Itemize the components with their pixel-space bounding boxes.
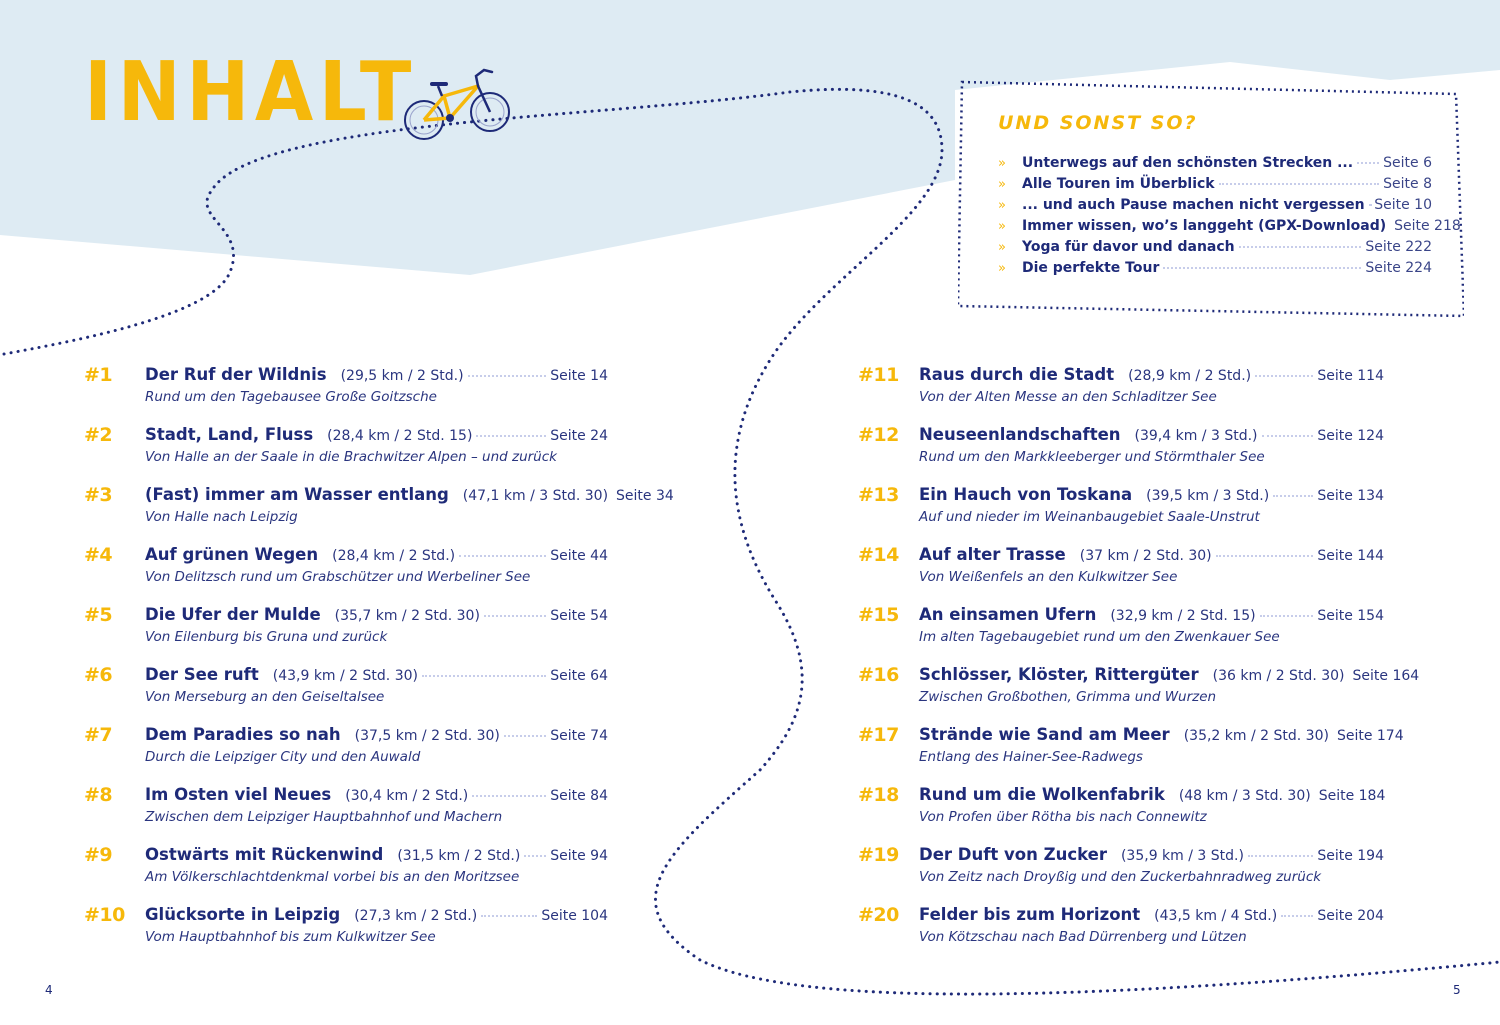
tour-subtitle: Zwischen Großbothen, Grimma und Wurzen: [919, 689, 1217, 705]
tour-subtitle: Von Weißenfels an den Kulkwitzer See: [919, 569, 1178, 585]
dot-leader: [476, 434, 546, 437]
tour-number: #3: [84, 484, 113, 506]
extras-item-label: ... und auch Pause machen nicht vergessen: [1022, 197, 1365, 213]
tour-name: Im Osten viel Neues: [145, 785, 332, 804]
tour-name: Strände wie Sand am Meer: [919, 725, 1170, 744]
tour-entry[interactable]: [84, 544, 608, 604]
dot-leader: [1255, 374, 1313, 377]
tour-number: #18: [858, 784, 899, 806]
tour-page: Seite 94: [550, 848, 608, 864]
bicycle-icon: [402, 66, 514, 146]
tour-number: #8: [84, 784, 113, 806]
tour-subtitle: Rund um den Markkleeberger und Störmthaler See: [919, 449, 1265, 465]
tour-number: #14: [858, 544, 899, 566]
page-number-left: 4: [45, 983, 53, 997]
tour-list-right: [858, 364, 1420, 964]
tour-page: Seite 84: [550, 788, 608, 804]
dot-leader: [1273, 494, 1313, 497]
double-chevron-icon: »: [998, 198, 1004, 213]
extras-item-label: Alle Touren im Überblick: [1022, 176, 1215, 192]
dot-leader: [422, 674, 546, 677]
tour-page: Seite 34: [616, 488, 674, 504]
dot-leader: [504, 734, 546, 737]
tour-number: #12: [858, 424, 899, 446]
tour-distance-duration: (47,1 km / 3 Std. 30): [462, 488, 609, 504]
double-chevron-icon: »: [998, 261, 1004, 276]
tour-page: Seite 74: [550, 728, 608, 744]
tour-line: [919, 485, 1384, 504]
extras-item-label: Unterwegs auf den schönsten Strecken ...: [1022, 155, 1354, 171]
tour-line: [919, 725, 1404, 744]
tour-distance-duration: (28,9 km / 2 Std.): [1128, 368, 1252, 384]
tour-subtitle: Von Halle nach Leipzig: [145, 509, 298, 525]
tour-page: Seite 64: [550, 668, 608, 684]
dot-leader: [1239, 245, 1362, 248]
tour-page: Seite 54: [550, 608, 608, 624]
tour-line: [919, 425, 1384, 444]
tour-line: [145, 905, 608, 924]
tour-name: Glücksorte in Leipzig: [145, 905, 341, 924]
dot-leader: [524, 854, 546, 857]
tour-name: Der Duft von Zucker: [919, 845, 1107, 864]
tour-distance-duration: (35,7 km / 2 Std. 30): [334, 608, 480, 624]
tour-number: #19: [858, 844, 899, 866]
dot-leader: [468, 374, 547, 377]
tour-page: Seite 134: [1317, 488, 1384, 504]
tour-page: Seite 104: [541, 908, 608, 924]
tour-distance-duration: (43,5 km / 4 Std.): [1154, 908, 1278, 924]
tour-page: Seite 44: [550, 548, 608, 564]
extras-item-page: Seite 6: [1383, 155, 1432, 171]
extras-item-label: Yoga für davor und danach: [1022, 239, 1235, 255]
tour-number: #17: [858, 724, 899, 746]
tour-name: (Fast) immer am Wasser entlang: [145, 485, 449, 504]
tour-line: [919, 665, 1420, 684]
tour-entry[interactable]: [84, 844, 608, 904]
tour-name: Schlösser, Klöster, Rittergüter: [919, 665, 1199, 684]
extras-item[interactable]: [998, 239, 1432, 260]
tour-distance-duration: (43,9 km / 2 Std. 30): [272, 668, 418, 684]
tour-distance-duration: (28,4 km / 2 Std. 15): [327, 428, 473, 444]
extras-heading: UND SONST SO?: [998, 112, 1198, 134]
extras-box: [958, 80, 1464, 316]
page-number-right: 5: [1453, 983, 1461, 997]
double-chevron-icon: »: [998, 240, 1004, 255]
tour-entry[interactable]: [84, 364, 608, 424]
tour-distance-duration: (37 km / 2 Std. 30): [1079, 548, 1212, 564]
tour-name: Stadt, Land, Fluss: [145, 425, 314, 444]
tour-name: Auf alter Trasse: [919, 545, 1066, 564]
tour-subtitle: Zwischen dem Leipziger Hauptbahnhof und Machern: [145, 809, 503, 825]
tour-name: Felder bis zum Horizont: [919, 905, 1141, 924]
tour-line: [145, 725, 608, 744]
tour-entry[interactable]: [84, 784, 608, 844]
tour-line: [919, 845, 1384, 864]
tour-number: #9: [84, 844, 113, 866]
tour-page: Seite 114: [1317, 368, 1384, 384]
tour-entry[interactable]: [858, 604, 1384, 664]
tour-subtitle: Von der Alten Messe an den Schladitzer See: [919, 389, 1217, 405]
extras-item-page: Seite 222: [1365, 239, 1432, 255]
dot-leader: [472, 794, 546, 797]
tour-number: #15: [858, 604, 899, 626]
dot-leader: [1281, 914, 1313, 917]
tour-entry[interactable]: [84, 664, 608, 724]
tour-page: Seite 154: [1317, 608, 1384, 624]
extras-list: [998, 155, 1461, 281]
tour-page: Seite 164: [1352, 668, 1420, 684]
tour-entry[interactable]: [84, 724, 608, 784]
dot-leader: [459, 554, 546, 557]
tour-page: Seite 24: [550, 428, 608, 444]
extras-item-page: Seite 224: [1365, 260, 1432, 276]
tour-subtitle: Rund um den Tagebausee Große Goitzsche: [145, 389, 437, 405]
page-title: INHALT: [84, 45, 417, 140]
tour-entry[interactable]: [858, 784, 1384, 844]
tour-entry[interactable]: [858, 724, 1404, 784]
extras-item[interactable]: [998, 176, 1432, 197]
tour-line: [145, 425, 608, 444]
double-chevron-icon: »: [998, 219, 1004, 234]
tour-subtitle: Von Delitzsch rund um Grabschützer und Werbeliner See: [145, 569, 531, 585]
extras-item[interactable]: [998, 155, 1432, 176]
tour-entry[interactable]: [84, 484, 674, 544]
tour-distance-duration: (30,4 km / 2 Std.): [345, 788, 469, 804]
tour-number: #16: [858, 664, 899, 686]
tour-distance-duration: (39,4 km / 3 Std.): [1134, 428, 1258, 444]
tour-line: [919, 365, 1384, 384]
tour-line: [919, 545, 1384, 564]
tour-line: [145, 845, 608, 864]
tour-number: #1: [84, 364, 113, 386]
tour-number: #7: [84, 724, 113, 746]
tour-subtitle: Von Halle an der Saale in die Brachwitzer Alpen – und zurück: [145, 449, 557, 465]
dot-leader: [1260, 614, 1314, 617]
tour-number: #13: [858, 484, 899, 506]
tour-subtitle: Von Zeitz nach Droyßig und den Zuckerbahnradweg zurück: [919, 869, 1322, 885]
dot-leader: [1369, 203, 1371, 206]
tour-subtitle: Von Eilenburg bis Gruna und zurück: [145, 629, 388, 645]
tour-distance-duration: (27,3 km / 2 Std.): [354, 908, 478, 924]
tour-name: Ein Hauch von Toskana: [919, 485, 1133, 504]
extras-item-label: Immer wissen, wo’s langgeht (GPX-Download): [1022, 218, 1387, 234]
tour-name: Dem Paradies so nah: [145, 725, 341, 744]
tour-page: Seite 174: [1336, 728, 1404, 744]
tour-subtitle: Am Völkerschlachtdenkmal vorbei bis an den Moritzsee: [145, 869, 520, 885]
tour-entry[interactable]: [858, 844, 1384, 904]
tour-entry[interactable]: [858, 484, 1384, 544]
tour-number: #11: [858, 364, 899, 386]
tour-line: [919, 605, 1384, 624]
dot-leader: [1216, 554, 1314, 557]
extras-item-page: Seite 10: [1374, 197, 1432, 213]
tour-name: Die Ufer der Mulde: [145, 605, 321, 624]
tour-distance-duration: (35,2 km / 2 Std. 30): [1183, 728, 1329, 744]
tour-name: Der Ruf der Wildnis: [145, 365, 327, 384]
tour-subtitle: Entlang des Hainer-See-Radwegs: [919, 749, 1143, 765]
dot-leader: [481, 914, 537, 917]
tour-distance-duration: (29,5 km / 2 Std.): [340, 368, 464, 384]
tour-list-left: [84, 364, 674, 964]
dot-leader: [484, 614, 546, 617]
tour-entry[interactable]: [84, 424, 608, 484]
tour-line: [145, 665, 608, 684]
tour-subtitle: Im alten Tagebaugebiet rund um den Zwenkauer See: [919, 629, 1280, 645]
tour-distance-duration: (31,5 km / 2 Std.): [397, 848, 521, 864]
tour-distance-duration: (32,9 km / 2 Std. 15): [1110, 608, 1256, 624]
tour-name: Auf grünen Wegen: [145, 545, 319, 564]
dot-leader: [1219, 182, 1380, 185]
tour-line: [145, 605, 608, 624]
tour-subtitle: Von Kötzschau nach Bad Dürrenberg und Lützen: [919, 929, 1247, 945]
tour-page: Seite 184: [1318, 788, 1386, 804]
tour-page: Seite 204: [1317, 908, 1384, 924]
tour-distance-duration: (48 km / 3 Std. 30): [1178, 788, 1311, 804]
tour-distance-duration: (37,5 km / 2 Std. 30): [354, 728, 500, 744]
tour-entry[interactable]: [84, 604, 608, 664]
tour-line: [145, 365, 608, 384]
dot-leader: [1163, 266, 1361, 269]
tour-entry[interactable]: [84, 904, 608, 964]
double-chevron-icon: »: [998, 156, 1004, 171]
tour-subtitle: Auf und nieder im Weinanbaugebiet Saale-Unstrut: [919, 509, 1260, 525]
dot-leader: [1357, 161, 1379, 164]
tour-page: Seite 194: [1317, 848, 1384, 864]
tour-line: [919, 905, 1384, 924]
tour-entry[interactable]: [858, 364, 1384, 424]
tour-entry[interactable]: [858, 424, 1384, 484]
tour-name: Neuseenlandschaften: [919, 425, 1121, 444]
tour-subtitle: Von Profen über Rötha bis nach Connewitz: [919, 809, 1207, 825]
tour-line: [145, 785, 608, 804]
tour-page: Seite 14: [550, 368, 608, 384]
tour-subtitle: Durch die Leipziger City und den Auwald: [145, 749, 421, 765]
dot-leader: [1262, 434, 1314, 437]
tour-name: Rund um die Wolkenfabrik: [919, 785, 1165, 804]
tour-distance-duration: (35,9 km / 3 Std.): [1120, 848, 1244, 864]
tour-line: [919, 785, 1384, 804]
tour-line: [145, 485, 674, 504]
dot-leader: [1248, 854, 1313, 857]
extras-item[interactable]: [998, 197, 1432, 218]
tour-number: #4: [84, 544, 113, 566]
tour-subtitle: Von Merseburg an den Geiseltalsee: [145, 689, 385, 705]
double-chevron-icon: »: [998, 177, 1004, 192]
tour-page: Seite 124: [1317, 428, 1384, 444]
tour-subtitle: Vom Hauptbahnhof bis zum Kulkwitzer See: [145, 929, 436, 945]
tour-name: Ostwärts mit Rückenwind: [145, 845, 384, 864]
tour-name: Raus durch die Stadt: [919, 365, 1115, 384]
tour-name: An einsamen Ufern: [919, 605, 1097, 624]
tour-number: #2: [84, 424, 113, 446]
extras-item[interactable]: [998, 260, 1432, 281]
tour-page: Seite 144: [1317, 548, 1384, 564]
extras-item[interactable]: [998, 218, 1461, 239]
extras-item-page: Seite 8: [1383, 176, 1432, 192]
tour-line: [145, 545, 608, 564]
tour-distance-duration: (36 km / 2 Std. 30): [1212, 668, 1345, 684]
tour-entry[interactable]: [858, 904, 1384, 964]
tour-name: Der See ruft: [145, 665, 259, 684]
tour-distance-duration: (28,4 km / 2 Std.): [332, 548, 456, 564]
extras-item-page: Seite 218: [1394, 218, 1461, 234]
tour-number: #6: [84, 664, 113, 686]
extras-item-label: Die perfekte Tour: [1022, 260, 1160, 276]
tour-number: #20: [858, 904, 899, 926]
tour-entry[interactable]: [858, 544, 1384, 604]
tour-number: #5: [84, 604, 113, 626]
tour-entry[interactable]: [858, 664, 1420, 724]
tour-distance-duration: (39,5 km / 3 Std.): [1146, 488, 1270, 504]
tour-number: #10: [84, 904, 125, 926]
